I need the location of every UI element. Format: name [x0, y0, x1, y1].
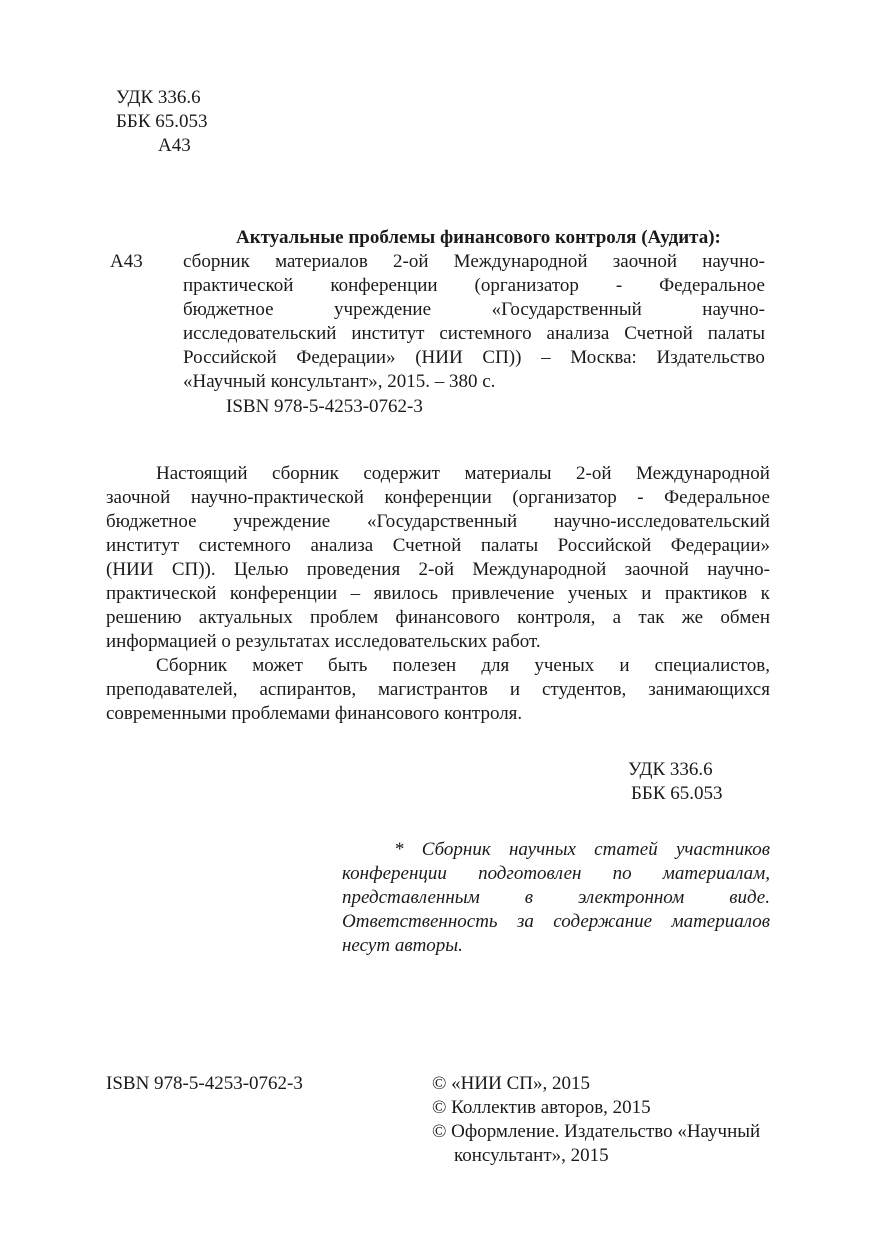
word: подготовлен: [478, 863, 582, 884]
text-line: [106, 558, 770, 582]
word: научно-: [707, 559, 770, 580]
word: явилось: [373, 583, 439, 604]
word: по: [612, 863, 632, 884]
word: Сборник: [156, 655, 228, 676]
udk-code: УДК 336.6: [116, 87, 201, 108]
word: заочной: [106, 487, 171, 508]
text-line: [106, 702, 770, 726]
word: Настоящий: [156, 463, 248, 484]
word: -: [637, 487, 644, 508]
text-line: [183, 298, 765, 322]
word: содержит: [363, 463, 440, 484]
word: научных: [508, 839, 576, 860]
word: так: [638, 607, 665, 628]
word: специалистов,: [654, 655, 770, 676]
text-line: [106, 582, 770, 606]
copyright-line: консультант», 2015: [454, 1145, 609, 1166]
word: и: [619, 655, 630, 676]
classification-block-top: [116, 86, 208, 158]
word: Международной: [472, 559, 607, 580]
word: «Научный консультант», 2015. – 380 с.: [183, 371, 496, 392]
udk-code-right: УДК 336.6: [628, 759, 713, 780]
word: ученых: [534, 655, 595, 676]
text-line: [106, 630, 770, 654]
word: палаты: [707, 323, 765, 344]
word: финансового: [395, 607, 500, 628]
word: контроля,: [517, 607, 596, 628]
word: Счетной: [392, 535, 462, 556]
word: Сборник: [421, 839, 491, 860]
word: сборник: [183, 251, 250, 272]
text-line: [183, 346, 765, 370]
word: научно-: [702, 251, 765, 272]
word: Издательство: [656, 347, 765, 368]
word: Федерации»: [670, 535, 770, 556]
word: Москва:: [570, 347, 637, 368]
word: занимающихся: [648, 679, 770, 700]
author-sign: А43: [158, 135, 191, 156]
word: Счетной: [624, 323, 693, 344]
word: за: [516, 911, 534, 932]
word: сборник: [271, 463, 339, 484]
word: представленным: [342, 887, 480, 908]
text-line: [342, 910, 770, 934]
word: практиков: [664, 583, 748, 604]
text-line: [342, 862, 770, 886]
bibliographic-description: [183, 250, 765, 394]
word: решению: [106, 607, 182, 628]
footer-isbn: ISBN 978-5-4253-0762-3: [106, 1073, 303, 1094]
word: конференции: [229, 583, 338, 604]
word: палаты: [480, 535, 539, 556]
word: конференции: [384, 487, 492, 508]
word: (организатор: [474, 275, 579, 296]
word: Международной: [636, 463, 770, 484]
word: научно-практической: [190, 487, 364, 508]
text-line: [342, 838, 770, 862]
word: конференции: [330, 275, 438, 296]
word: (НИИ: [415, 347, 463, 368]
classification-block-right: [628, 758, 723, 806]
text-line: [106, 678, 770, 702]
word: учреждение: [334, 299, 432, 320]
text-line: [106, 534, 770, 558]
text-line: [183, 274, 765, 298]
word: может: [252, 655, 303, 676]
word: Международной: [453, 251, 588, 272]
word: бюджетное: [183, 299, 274, 320]
text-line: [106, 654, 770, 678]
word: проблем: [309, 607, 379, 628]
word: обмен: [720, 607, 770, 628]
word: преподавателей,: [106, 679, 238, 700]
text-line: [342, 886, 770, 910]
word: (НИИ: [106, 559, 154, 580]
text-line: [106, 462, 770, 486]
word: «Государственный: [366, 511, 518, 532]
word: научно-исследовательский: [553, 511, 770, 532]
word: полезен: [392, 655, 457, 676]
text-line: [106, 510, 770, 534]
word: а: [612, 607, 622, 628]
word: участников: [676, 839, 770, 860]
abstract-text: [106, 462, 770, 726]
bbk-code: ББК 65.053: [116, 111, 208, 132]
word: электронном: [578, 887, 685, 908]
word: исследовательский: [183, 323, 337, 344]
word: и: [509, 679, 521, 700]
word: материалам,: [662, 863, 770, 884]
text-line: [106, 486, 770, 510]
word: несут авторы.: [342, 935, 463, 956]
copyright-line: © Оформление. Издательство «Научный: [432, 1121, 761, 1142]
word: -: [615, 275, 623, 296]
word: Федеральное: [664, 487, 770, 508]
word: Федеральное: [659, 275, 765, 296]
word: студентов,: [541, 679, 627, 700]
word: *: [394, 839, 404, 860]
word: ученых: [567, 583, 628, 604]
copyright-block: [432, 1072, 760, 1168]
word: научно-: [702, 299, 765, 320]
bbk-code-right: ББК 65.053: [631, 783, 723, 804]
word: СП)).: [171, 559, 216, 580]
word: проведения: [306, 559, 401, 580]
word: анализа: [310, 535, 374, 556]
word: СП)): [482, 347, 522, 368]
word: –: [350, 583, 361, 604]
word: к: [760, 583, 770, 604]
word: практической: [183, 275, 294, 296]
word: магистрантов: [378, 679, 488, 700]
word: конференции: [342, 863, 447, 884]
bibliographic-isbn: ISBN 978-5-4253-0762-3: [226, 396, 423, 417]
word: Целью: [233, 559, 289, 580]
book-title: Актуальные проблемы финансового контроля (Аудита):: [236, 227, 721, 248]
word: институт: [351, 323, 425, 344]
word: аспирантов,: [259, 679, 357, 700]
word: же: [681, 607, 704, 628]
word: Российской: [557, 535, 652, 556]
word: системного: [439, 323, 532, 344]
word: Ответственность: [342, 911, 498, 932]
word: в: [524, 887, 533, 908]
copyright-line: © «НИИ СП», 2015: [432, 1073, 590, 1094]
word: системного: [198, 535, 291, 556]
text-line: [183, 370, 765, 394]
word: для: [481, 655, 510, 676]
text-line: [183, 250, 765, 274]
word: современными проблемами финансового контроля.: [106, 703, 523, 724]
word: виде.: [729, 887, 770, 908]
word: и: [641, 583, 652, 604]
word: 2-ой: [418, 559, 455, 580]
word: 2-ой: [393, 251, 429, 272]
word: бюджетное: [106, 511, 197, 532]
word: информацией о результатах исследовательских работ.: [106, 631, 541, 652]
word: заочной: [624, 559, 689, 580]
bibliographic-author-sign: А43: [110, 251, 143, 272]
word: материалов: [671, 911, 770, 932]
word: «Государственный: [491, 299, 642, 320]
word: привлечение: [451, 583, 555, 604]
word: быть: [328, 655, 368, 676]
word: актуальных: [198, 607, 293, 628]
text-line: [342, 934, 770, 958]
word: анализа: [546, 323, 610, 344]
text-line: [183, 322, 765, 346]
word: Федерации»: [296, 347, 396, 368]
editorial-note: [342, 838, 770, 958]
text-line: [106, 606, 770, 630]
word: институт: [106, 535, 180, 556]
word: практической: [106, 583, 217, 604]
word: материалов: [275, 251, 368, 272]
word: (организатор: [512, 487, 617, 508]
word: 2-ой: [576, 463, 612, 484]
word: статей: [594, 839, 658, 860]
word: содержание: [553, 911, 653, 932]
copyright-line: © Коллектив авторов, 2015: [432, 1097, 651, 1118]
word: Российской: [183, 347, 277, 368]
word: материалы: [464, 463, 552, 484]
word: заочной: [612, 251, 678, 272]
word: учреждение: [233, 511, 331, 532]
word: –: [541, 347, 551, 368]
